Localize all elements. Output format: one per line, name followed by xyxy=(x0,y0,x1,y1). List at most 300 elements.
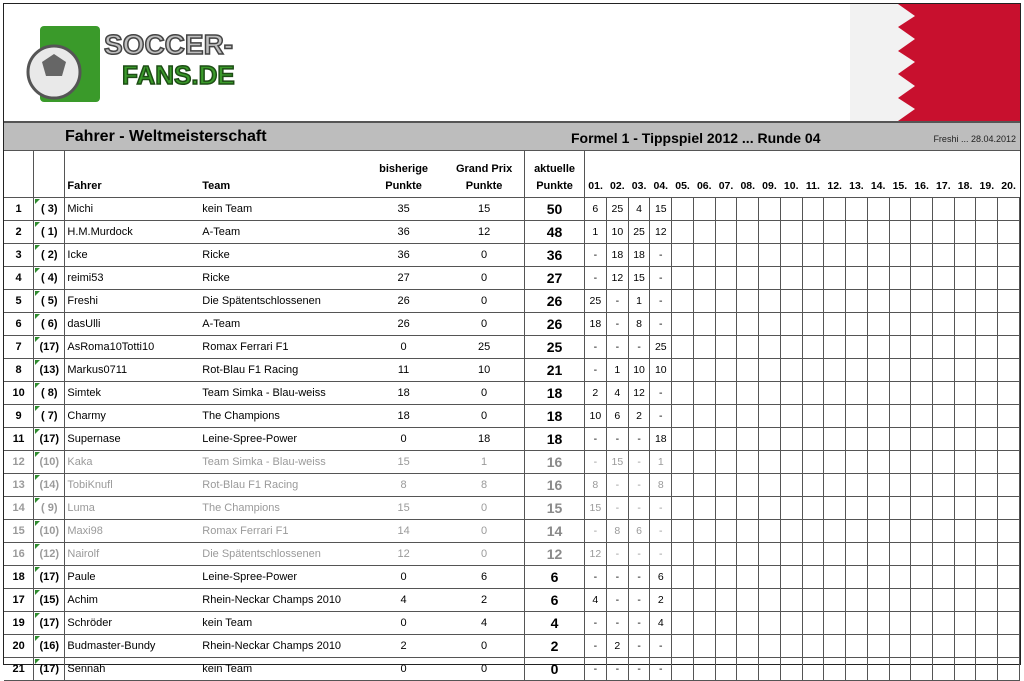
round-points-cell: - xyxy=(650,290,672,313)
round-points-cell xyxy=(780,520,802,543)
round-points-cell xyxy=(780,244,802,267)
round-points-cell: 25 xyxy=(628,221,650,244)
round-points-cell xyxy=(759,497,781,520)
round-points-cell xyxy=(998,520,1020,543)
round-points-cell: 15 xyxy=(584,497,606,520)
round-points-cell: - xyxy=(584,336,606,359)
table-row xyxy=(4,382,1020,405)
round-points-cell xyxy=(932,589,954,612)
round-points-cell: - xyxy=(650,497,672,520)
round-points-cell: 4 xyxy=(606,382,628,405)
prev-rank-text: (17) xyxy=(39,662,60,675)
round-points-cell: - xyxy=(584,428,606,451)
round-points-cell xyxy=(672,198,694,221)
round-points-cell: - xyxy=(584,566,606,589)
round-points-cell: - xyxy=(606,497,628,520)
prev-rank-text: ( 4) xyxy=(41,271,58,284)
round-points-cell: 1 xyxy=(606,359,628,382)
round-points-cell xyxy=(824,543,846,566)
round-points-cell: - xyxy=(650,543,672,566)
round-points-cell xyxy=(976,428,998,451)
round-points-cell xyxy=(867,405,889,428)
team-cell: Die Spätentschlossenen xyxy=(200,290,363,313)
round-points-cell xyxy=(846,221,868,244)
round-points-cell xyxy=(672,543,694,566)
round-points-cell xyxy=(867,658,889,681)
driver-name-cell: Icke xyxy=(65,244,200,267)
round-points-cell xyxy=(998,589,1020,612)
driver-name-cell: Freshi xyxy=(65,290,200,313)
round-points-cell xyxy=(824,658,846,681)
green-marker-icon xyxy=(35,199,40,204)
round-points-cell xyxy=(824,382,846,405)
round-points-cell xyxy=(846,313,868,336)
round-points-cell: 8 xyxy=(628,313,650,336)
round-points-cell xyxy=(954,221,976,244)
round-points-cell: - xyxy=(628,612,650,635)
round-points-cell xyxy=(911,520,933,543)
prev-rank-text: (10) xyxy=(39,455,60,468)
round-points-cell xyxy=(998,451,1020,474)
driver-name-cell: Supernase xyxy=(65,428,200,451)
round-points-cell xyxy=(976,336,998,359)
round-points-cell: 12 xyxy=(628,382,650,405)
round-points-cell xyxy=(693,635,715,658)
prev-rank-cell xyxy=(34,520,65,543)
round-points-cell xyxy=(780,612,802,635)
bisherige-cell: 0 xyxy=(363,566,444,589)
round-points-cell xyxy=(846,428,868,451)
round-points-cell xyxy=(715,244,737,267)
round-points-cell xyxy=(802,658,824,681)
round-points-cell: - xyxy=(606,428,628,451)
aktuelle-cell: 26 xyxy=(525,290,584,313)
round-points-cell xyxy=(759,405,781,428)
bahrain-flag xyxy=(850,4,1020,121)
table-header-row xyxy=(4,151,1020,198)
round-points-cell: - xyxy=(606,290,628,313)
round-points-cell xyxy=(672,612,694,635)
round-points-cell xyxy=(715,359,737,382)
round-points-cell xyxy=(998,543,1020,566)
round-points-cell xyxy=(824,244,846,267)
round-points-cell xyxy=(693,543,715,566)
driver-name-cell: Schröder xyxy=(65,612,200,635)
round-points-cell xyxy=(672,290,694,313)
round-points-cell xyxy=(867,198,889,221)
round-points-cell xyxy=(889,474,911,497)
team-cell: Rot-Blau F1 Racing xyxy=(200,359,363,382)
round-points-cell xyxy=(932,612,954,635)
aktuelle-cell: 21 xyxy=(525,359,584,382)
header-bisherige-line2: Punkte xyxy=(385,180,422,192)
bisherige-cell: 12 xyxy=(363,543,444,566)
round-points-cell xyxy=(954,244,976,267)
table-row xyxy=(4,267,1020,290)
round-points-cell xyxy=(976,589,998,612)
round-points-cell xyxy=(824,313,846,336)
grand-prix-cell: 0 xyxy=(444,244,525,267)
round-points-cell xyxy=(693,313,715,336)
round-points-cell: 2 xyxy=(606,635,628,658)
round-points-cell xyxy=(954,474,976,497)
green-marker-icon xyxy=(35,291,40,296)
round-points-cell: - xyxy=(650,405,672,428)
round-points-cell xyxy=(867,612,889,635)
round-points-cell xyxy=(954,612,976,635)
round-points-cell xyxy=(976,658,998,681)
round-points-cell xyxy=(693,359,715,382)
aktuelle-cell: 18 xyxy=(525,382,584,405)
round-points-cell xyxy=(976,244,998,267)
round-points-cell: 18 xyxy=(628,244,650,267)
round-points-cell xyxy=(932,451,954,474)
round-points-cell xyxy=(911,497,933,520)
round-points-cell xyxy=(824,566,846,589)
table-row xyxy=(4,428,1020,451)
green-marker-icon xyxy=(35,590,40,595)
header-prev-rank xyxy=(34,151,65,198)
round-points-cell: - xyxy=(650,635,672,658)
round-points-cell xyxy=(911,543,933,566)
team-cell: Team Simka - Blau-weiss xyxy=(200,382,363,405)
round-points-cell: - xyxy=(584,658,606,681)
round-points-cell xyxy=(889,405,911,428)
round-points-cell xyxy=(737,313,759,336)
header-round: 02. xyxy=(606,151,628,198)
grand-prix-cell: 0 xyxy=(444,313,525,336)
header-fahrer: Fahrer xyxy=(65,151,200,198)
round-points-cell: - xyxy=(650,520,672,543)
round-points-cell xyxy=(889,198,911,221)
round-points-cell xyxy=(954,658,976,681)
round-points-cell: 8 xyxy=(650,474,672,497)
round-points-cell: - xyxy=(628,474,650,497)
round-points-cell xyxy=(824,336,846,359)
aktuelle-cell: 16 xyxy=(525,451,584,474)
round-points-cell xyxy=(824,497,846,520)
round-points-cell xyxy=(889,428,911,451)
round-points-cell xyxy=(672,313,694,336)
round-points-cell xyxy=(867,221,889,244)
aktuelle-cell: 18 xyxy=(525,405,584,428)
round-points-cell xyxy=(824,428,846,451)
round-points-cell: 10 xyxy=(650,359,672,382)
green-marker-icon xyxy=(35,314,40,319)
round-points-cell xyxy=(759,428,781,451)
round-points-cell: - xyxy=(606,336,628,359)
green-marker-icon xyxy=(35,475,40,480)
team-cell: Ricke xyxy=(200,244,363,267)
prev-rank-cell xyxy=(34,543,65,566)
prev-rank-cell xyxy=(34,359,65,382)
round-points-cell: 6 xyxy=(584,198,606,221)
driver-name-cell: Simtek xyxy=(65,382,200,405)
round-points-cell xyxy=(889,566,911,589)
round-points-cell xyxy=(889,497,911,520)
grand-prix-cell: 25 xyxy=(444,336,525,359)
round-points-cell: 12 xyxy=(584,543,606,566)
round-points-cell xyxy=(802,520,824,543)
prev-rank-cell xyxy=(34,451,65,474)
round-points-cell xyxy=(954,359,976,382)
round-points-cell xyxy=(715,543,737,566)
round-points-cell xyxy=(759,658,781,681)
team-cell: kein Team xyxy=(200,198,363,221)
round-points-cell xyxy=(802,244,824,267)
round-points-cell xyxy=(846,635,868,658)
round-points-cell xyxy=(693,612,715,635)
table-row xyxy=(4,474,1020,497)
round-points-cell xyxy=(846,198,868,221)
round-points-cell xyxy=(867,359,889,382)
round-points-cell xyxy=(824,359,846,382)
round-points-cell xyxy=(954,267,976,290)
team-cell: A-Team xyxy=(200,313,363,336)
header-round: 15. xyxy=(889,151,911,198)
round-points-cell xyxy=(867,635,889,658)
rank-cell: 9 xyxy=(4,405,34,428)
round-points-cell xyxy=(693,221,715,244)
round-points-cell xyxy=(672,382,694,405)
header-round: 13. xyxy=(846,151,868,198)
round-points-cell xyxy=(911,589,933,612)
round-points-cell xyxy=(954,543,976,566)
table-row xyxy=(4,313,1020,336)
rank-cell: 18 xyxy=(4,566,34,589)
round-points-cell xyxy=(867,290,889,313)
team-cell: Rhein-Neckar Champs 2010 xyxy=(200,635,363,658)
round-points-cell xyxy=(715,428,737,451)
round-points-cell xyxy=(737,520,759,543)
prev-rank-cell xyxy=(34,497,65,520)
round-points-cell xyxy=(693,474,715,497)
round-points-cell xyxy=(932,336,954,359)
round-points-cell xyxy=(802,198,824,221)
round-points-cell xyxy=(889,336,911,359)
round-points-cell xyxy=(889,451,911,474)
driver-name-cell: Markus0711 xyxy=(65,359,200,382)
round-points-cell xyxy=(846,405,868,428)
standings-sheet xyxy=(3,3,1021,677)
header-aktuelle-line1: aktuelle xyxy=(534,163,576,175)
round-points-cell xyxy=(911,566,933,589)
round-points-cell xyxy=(759,359,781,382)
round-points-cell: 2 xyxy=(650,589,672,612)
round-points-cell: 8 xyxy=(606,520,628,543)
round-points-cell: 10 xyxy=(584,405,606,428)
prev-rank-cell xyxy=(34,267,65,290)
round-points-cell xyxy=(889,658,911,681)
grand-prix-cell: 0 xyxy=(444,290,525,313)
grand-prix-cell: 0 xyxy=(444,543,525,566)
round-points-cell xyxy=(672,428,694,451)
bisherige-cell: 0 xyxy=(363,428,444,451)
round-points-cell: 18 xyxy=(606,244,628,267)
round-points-cell xyxy=(932,520,954,543)
green-marker-icon xyxy=(35,383,40,388)
round-points-cell xyxy=(867,497,889,520)
header-round: 18. xyxy=(954,151,976,198)
round-points-cell xyxy=(911,267,933,290)
round-points-cell: 6 xyxy=(628,520,650,543)
prev-rank-cell xyxy=(34,405,65,428)
aktuelle-cell: 15 xyxy=(525,497,584,520)
round-points-cell xyxy=(911,635,933,658)
round-points-cell xyxy=(954,313,976,336)
round-points-cell xyxy=(911,428,933,451)
round-points-cell xyxy=(998,428,1020,451)
round-points-cell xyxy=(889,612,911,635)
round-points-cell xyxy=(911,451,933,474)
round-points-cell: - xyxy=(628,451,650,474)
header-round: 06. xyxy=(693,151,715,198)
round-points-cell xyxy=(802,451,824,474)
green-marker-icon xyxy=(35,521,40,526)
round-points-cell xyxy=(976,474,998,497)
round-points-cell xyxy=(932,267,954,290)
driver-name-cell: Michi xyxy=(65,198,200,221)
round-points-cell xyxy=(976,267,998,290)
aktuelle-cell: 27 xyxy=(525,267,584,290)
aktuelle-cell: 2 xyxy=(525,635,584,658)
round-points-cell xyxy=(998,267,1020,290)
round-points-cell xyxy=(737,382,759,405)
green-marker-icon xyxy=(35,360,40,365)
round-points-cell xyxy=(802,612,824,635)
round-points-cell xyxy=(932,635,954,658)
grand-prix-cell: 0 xyxy=(444,405,525,428)
round-points-cell xyxy=(954,198,976,221)
round-points-cell: - xyxy=(606,543,628,566)
round-points-cell xyxy=(998,244,1020,267)
header-round: 16. xyxy=(911,151,933,198)
driver-name-cell: Maxi98 xyxy=(65,520,200,543)
round-points-cell xyxy=(889,543,911,566)
round-points-cell xyxy=(976,520,998,543)
team-cell: Rhein-Neckar Champs 2010 xyxy=(200,589,363,612)
round-points-cell xyxy=(954,290,976,313)
round-points-cell xyxy=(737,336,759,359)
round-points-cell xyxy=(867,382,889,405)
round-points-cell xyxy=(759,267,781,290)
round-points-cell xyxy=(780,474,802,497)
header-aktuelle-line2: Punkte xyxy=(536,180,573,192)
round-points-cell: 6 xyxy=(606,405,628,428)
round-points-cell: 10 xyxy=(628,359,650,382)
green-marker-icon xyxy=(35,613,40,618)
round-points-cell: 2 xyxy=(628,405,650,428)
green-marker-icon xyxy=(35,567,40,572)
round-points-cell: - xyxy=(628,635,650,658)
round-points-cell xyxy=(867,543,889,566)
round-points-cell xyxy=(715,313,737,336)
round-points-cell xyxy=(889,520,911,543)
table-row xyxy=(4,566,1020,589)
round-points-cell xyxy=(672,566,694,589)
header-round: 04. xyxy=(650,151,672,198)
round-points-cell xyxy=(867,474,889,497)
round-points-cell xyxy=(867,451,889,474)
header-banner xyxy=(4,4,1020,121)
rank-cell: 12 xyxy=(4,451,34,474)
round-points-cell xyxy=(802,589,824,612)
round-points-cell xyxy=(932,221,954,244)
bisherige-cell: 4 xyxy=(363,589,444,612)
round-points-cell xyxy=(759,451,781,474)
round-points-cell xyxy=(932,382,954,405)
driver-name-cell: dasUlli xyxy=(65,313,200,336)
round-points-cell: - xyxy=(628,336,650,359)
round-points-cell: 1 xyxy=(584,221,606,244)
round-points-cell xyxy=(737,612,759,635)
round-points-cell: - xyxy=(628,566,650,589)
round-points-cell xyxy=(867,267,889,290)
round-points-cell xyxy=(780,290,802,313)
round-points-cell xyxy=(693,382,715,405)
round-points-cell xyxy=(954,405,976,428)
round-points-cell xyxy=(802,405,824,428)
rank-cell: 13 xyxy=(4,474,34,497)
grand-prix-cell: 0 xyxy=(444,267,525,290)
round-points-cell xyxy=(715,267,737,290)
round-points-cell: 25 xyxy=(584,290,606,313)
round-points-cell xyxy=(954,336,976,359)
green-marker-icon xyxy=(35,452,40,457)
round-points-cell xyxy=(780,221,802,244)
round-points-cell: - xyxy=(606,589,628,612)
prev-rank-cell xyxy=(34,313,65,336)
round-points-cell xyxy=(693,658,715,681)
round-points-cell xyxy=(824,451,846,474)
round-points-cell xyxy=(824,267,846,290)
round-points-cell xyxy=(932,405,954,428)
round-points-cell xyxy=(932,566,954,589)
round-points-cell xyxy=(672,589,694,612)
prev-rank-cell xyxy=(34,336,65,359)
driver-name-cell: Kaka xyxy=(65,451,200,474)
round-points-cell xyxy=(780,451,802,474)
round-points-cell xyxy=(802,359,824,382)
round-points-cell: 15 xyxy=(606,451,628,474)
grand-prix-cell: 2 xyxy=(444,589,525,612)
round-points-cell: - xyxy=(628,589,650,612)
round-points-cell: 18 xyxy=(650,428,672,451)
driver-name-cell: Paule xyxy=(65,566,200,589)
round-points-cell xyxy=(976,359,998,382)
round-points-cell xyxy=(780,359,802,382)
header-round: 09. xyxy=(759,151,781,198)
round-points-cell xyxy=(911,359,933,382)
round-points-cell xyxy=(867,566,889,589)
header-gp-line1: Grand Prix xyxy=(455,163,513,175)
round-points-cell xyxy=(759,290,781,313)
round-points-cell xyxy=(759,244,781,267)
round-points-cell xyxy=(672,658,694,681)
round-points-cell xyxy=(932,543,954,566)
round-points-cell xyxy=(802,497,824,520)
round-points-cell xyxy=(759,474,781,497)
bisherige-cell: 18 xyxy=(363,382,444,405)
round-points-cell xyxy=(932,497,954,520)
round-points-cell xyxy=(889,290,911,313)
round-points-cell xyxy=(998,198,1020,221)
round-points-cell: - xyxy=(650,382,672,405)
round-points-cell xyxy=(911,244,933,267)
round-points-cell xyxy=(976,290,998,313)
round-points-cell xyxy=(693,405,715,428)
bisherige-cell: 14 xyxy=(363,520,444,543)
